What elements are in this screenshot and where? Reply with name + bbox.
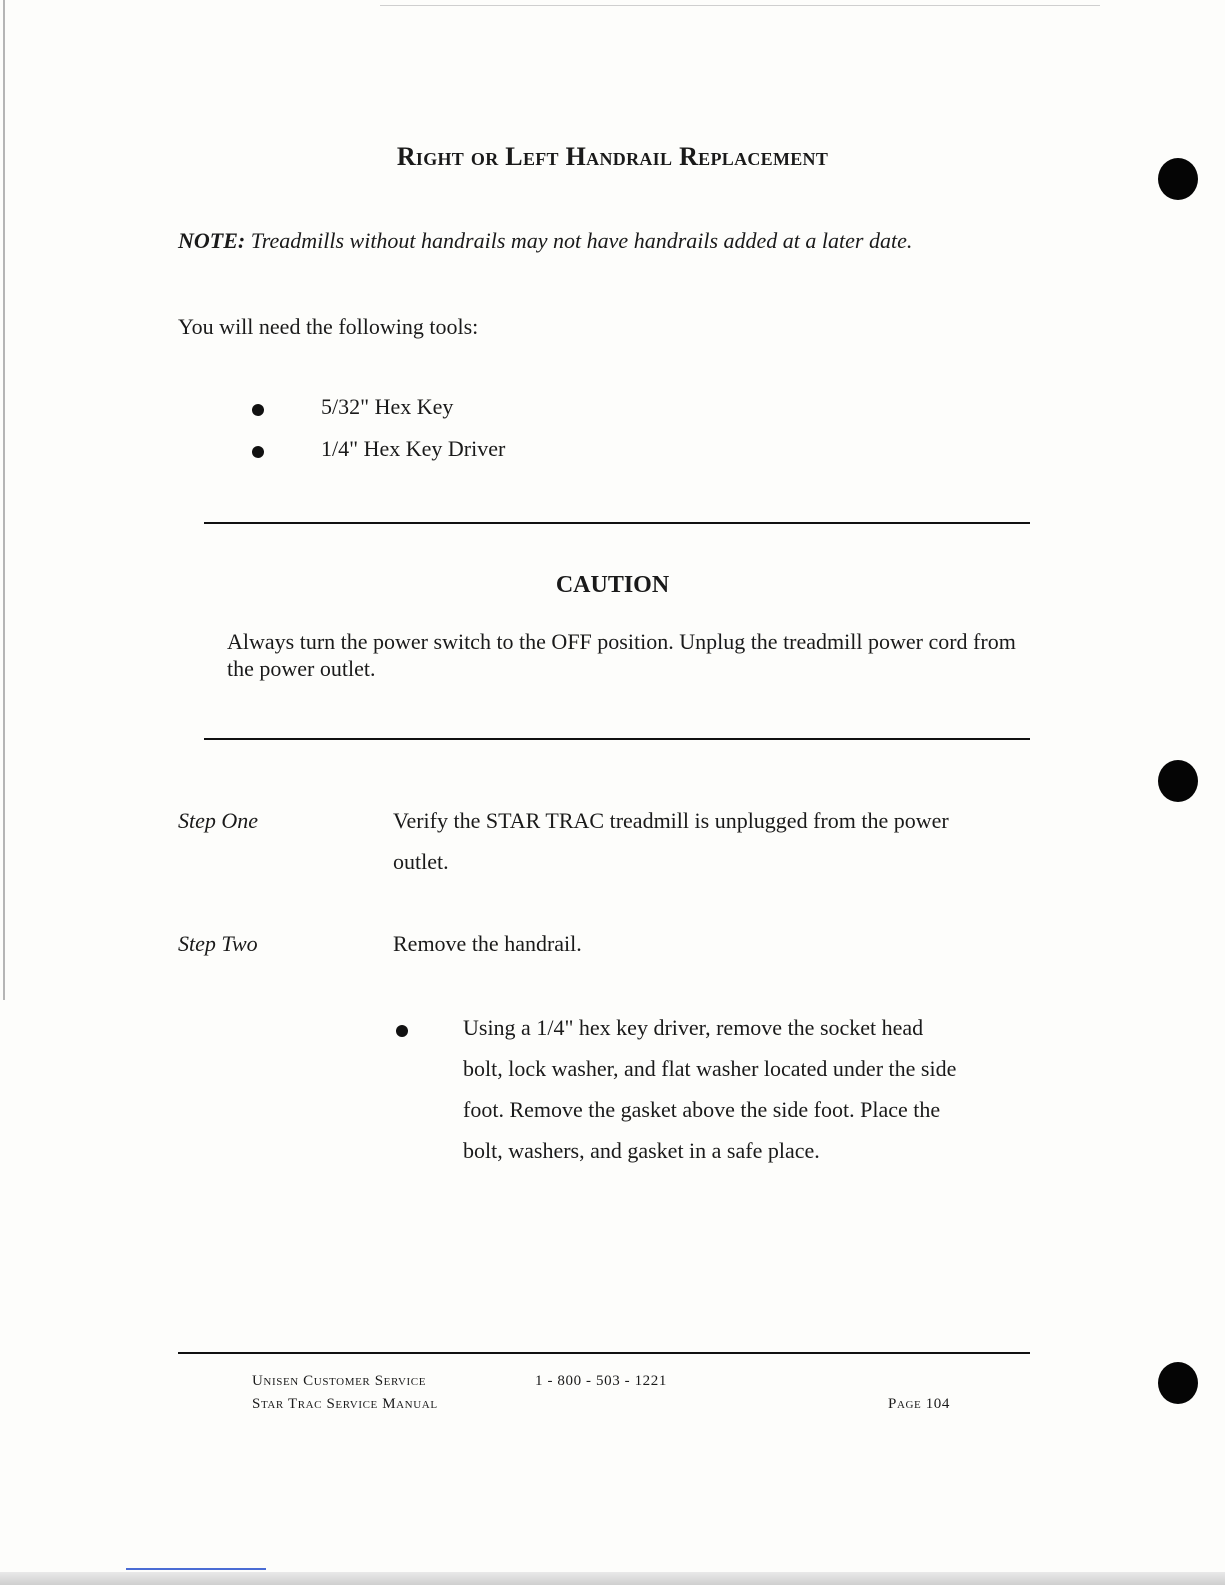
caution-top-rule [204,522,1030,524]
sub-bullet-line: bolt, washers, and gasket in a safe place. [463,1138,820,1163]
punch-hole-middle [1158,760,1198,802]
tools-intro: You will need the following tools: [178,314,479,339]
scan-mark [126,1568,266,1570]
sub-bullet-line: Using a 1/4" hex key driver, remove the socket head [463,1015,924,1040]
scan-edge-top [380,5,1100,6]
step-one-line: Verify the STAR TRAC treadmill is unplugged from the power [393,808,949,833]
tool-item-label: 1/4" Hex Key Driver [321,436,506,461]
sub-bullet [396,1024,408,1042]
bullet-icon [252,404,264,416]
caution-bottom-rule [204,738,1030,740]
page-number: Page 104 [888,1396,950,1412]
sub-bullet-line: bolt, lock washer, and flat washer located under the side [463,1056,957,1081]
tool-item [252,394,454,422]
tool-item-label: 5/32" Hex Key [321,394,454,419]
footer-phone: 1 - 800 - 503 - 1221 [535,1373,667,1389]
punch-hole-bottom [1158,1362,1198,1404]
caution-text: Always turn the power switch to the OFF position. Unplug the treadmill power cord from the power outlet. [227,629,1016,681]
bullet-icon [252,446,264,458]
page-title: Right or Left Handrail Replacement [396,142,829,171]
note-label: NOTE: [178,228,246,253]
footer-manual: Star Trac Service Manual [252,1396,438,1412]
step-one-line: outlet. [393,849,449,874]
sub-bullet-line: foot. Remove the gasket above the side foot. Place the [463,1097,941,1122]
step-one-label: Step One [178,808,259,833]
footer-company: Unisen Customer Service [252,1373,427,1389]
caution-heading: CAUTION [555,572,670,598]
scan-edge-bottom [0,1572,1225,1585]
step-two-line: Remove the handrail. [393,931,582,956]
footer-rule [178,1352,1030,1354]
bullet-icon [396,1025,408,1037]
note [178,228,912,254]
step-two-label: Step Two [178,931,258,956]
note-text: Treadmills without handrails may not have handrails added at a later date. [250,228,913,253]
tool-item [252,436,506,464]
